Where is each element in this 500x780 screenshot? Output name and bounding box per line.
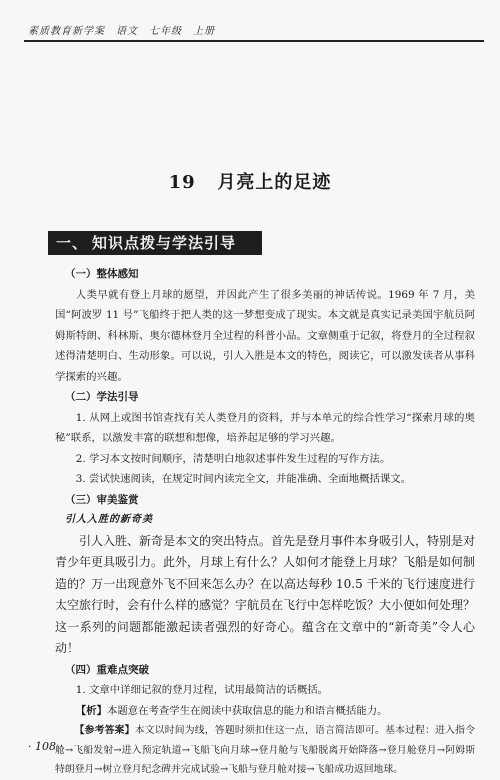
- lesson-number: 19: [168, 172, 196, 193]
- part4-analysis: [55, 701, 475, 722]
- part2-item-2: 2. 学习本文按时间顺序，清楚明白地叙述事件发生过程的写作方法。: [75, 452, 391, 465]
- part3-subtitle: 引人入胜的新奇美: [65, 514, 153, 525]
- part1-heading: （一）整体感知: [65, 268, 139, 280]
- section-number: 一、: [56, 234, 89, 252]
- part3-heading: （三）审美鉴赏: [65, 493, 139, 506]
- part4-heading: （四）重难点突破: [65, 663, 149, 676]
- part2-heading: （二）学法引导: [65, 391, 139, 403]
- analysis-text: 本题意在考查学生在阅读中获取信息的能力和语言概括能力。: [106, 704, 388, 717]
- part1-text: 人类早就有登上月球的愿望，并因此产生了很多美丽的神话传说。1969 年 7 月，美国“阿波罗 11 号”飞船终于把人类的这一梦想变成了现实。本文就是真实记录美国宇航员阿姆斯特朗、科林斯、奥尔德林登月全过程的科普小品。文章侧重于记叙，将登月的全过程叙述得清楚明白、生动形象。可以说，引人入胜是本文的特色，阅读它，可以激发读者从事科学探索的兴趣。: [55, 288, 475, 383]
- part2-item-3: 3. 尝试快速阅读，在规定时间内读完全文，并能准确、全面地概括课文。: [75, 473, 412, 485]
- section-title: 知识点拨与学法引导: [92, 234, 237, 252]
- answer-label: 【参考答案】: [74, 725, 135, 736]
- lesson-title: [0, 168, 500, 194]
- part2-item-1: 1. 从网上或图书馆查找有关人类登月的资料，并与本单元的综合性学习“探索月球的奥秘”联系，以激发丰富的联想和想像，培养起足够的学习兴趣。: [55, 411, 475, 444]
- part4-question: 1. 文章中详细记叙的登月过程，试用最简洁的话概括。: [75, 684, 328, 696]
- part3-text: 引人入胜、新奇是本文的突出特点。首先是登月事件本身吸引人，特别是对青少年更具吸引力。此外，月球上有什么？人如何才能登上月球？飞船是如何制造的？万一出现意外飞不回来怎么办？在以高达每秒 10.5 千米的飞行速度进行太空旅行时，会有什么样的感觉？宇航员在飞行中怎样吃饭？大小便如何处理？这一系列的问题都能激起读者强烈的好奇心。蕴含在文章中的“新奇美”令人心动！: [55, 533, 476, 655]
- content-body: [55, 264, 475, 780]
- header-rule: [24, 40, 484, 42]
- page-number: · 108 ·: [28, 740, 63, 753]
- lesson-name: 月亮上的足迹: [217, 172, 332, 193]
- analysis-label: 【析】: [75, 704, 107, 717]
- section-banner: [48, 231, 262, 255]
- answer-text: 本文以时间为线，答题时须扣住这一点，语言简洁即可。基本过程：进入指令舱→飞船发射→进入预定轨道→飞船飞向月球→登月舱与飞船脱离开始降落→登月舱登月→阿姆斯特朗登月→树立登月纪念碑并完成试验→飞船与登月舱对接→飞船成功返回地球。: [55, 725, 475, 775]
- running-header: 素质教育新学案 语文 七年级 上册: [28, 26, 215, 37]
